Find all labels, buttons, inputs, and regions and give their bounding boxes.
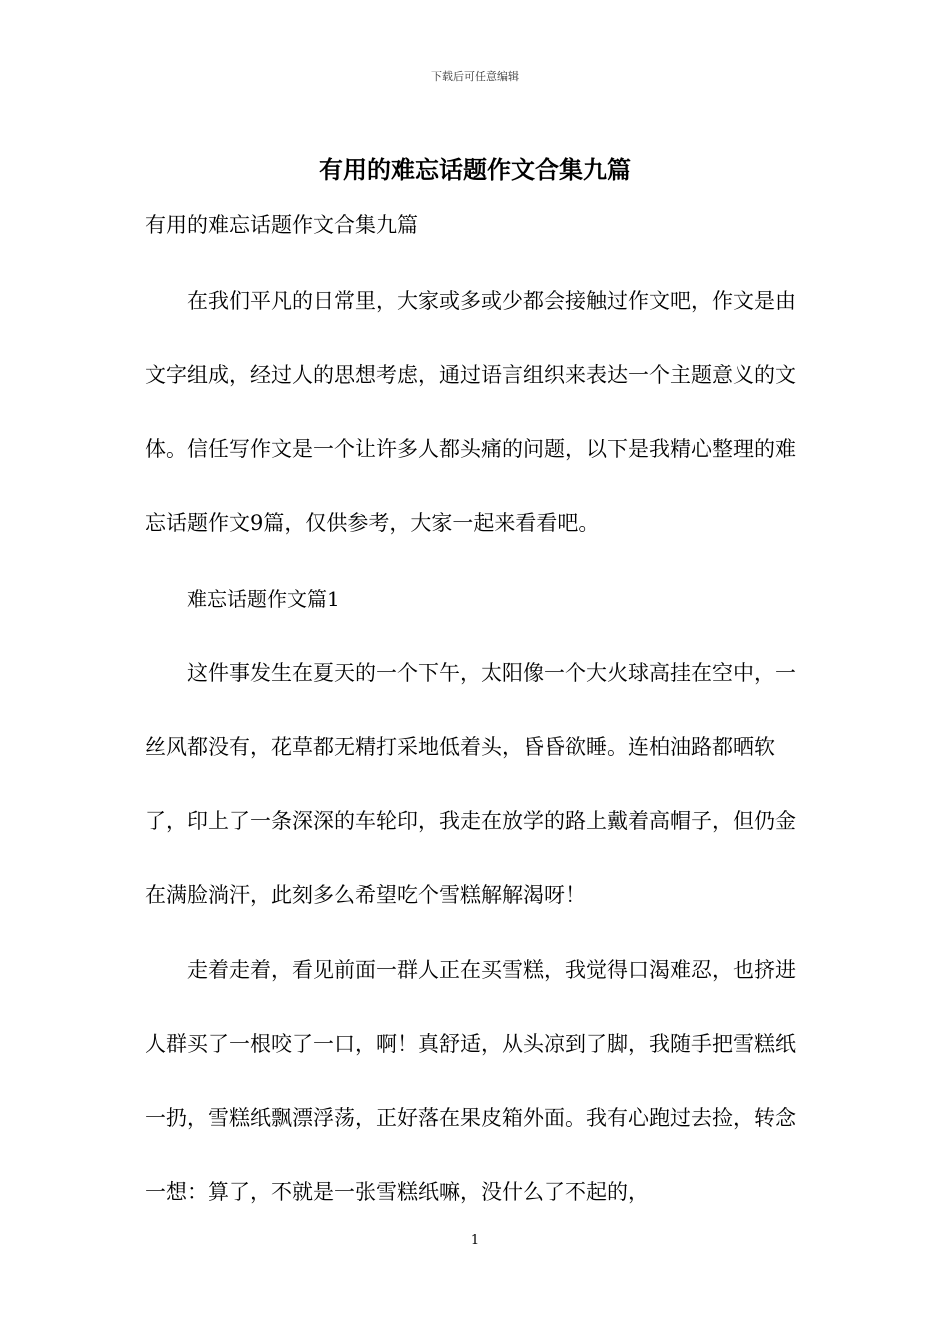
header-note: 下载后可任意编辑 — [431, 70, 519, 83]
intro-paragraph: 在我们平凡的日常里，大家或多或少都会接触过作文吧，作文是由文字组成，经过人的思想考虑，通过语言组织来表达一个主题意义的文体。信任写作文是一个让许多人都头痛的问题，以下是我精心整理的难忘话题作文9篇，仅供参考，大家一起来看看吧。 — [145, 289, 796, 535]
body-paragraph-1: 这件事发生在夏天的一个下午，太阳像一个大火球高挂在空中，一丝风都没有，花草都无精打采地低着头，昏昏欲睡。连柏油路都晒软了，印上了一条深深的车轮印，我走在放学的路上戴着高帽子，但仍金在满脸淌汗，此刻多么希望吃个雪糕解解渴呀！ — [145, 661, 796, 907]
section-heading: 难忘话题作文篇1 — [187, 587, 340, 611]
document-title: 有用的难忘话题作文合集九篇 — [319, 155, 631, 184]
body-paragraph-2: 走着走着，看见前面一群人正在买雪糕，我觉得口渴难忍，也挤进人群买了一根咬了一口，啊！真舒适，从头凉到了脚，我随手把雪糕纸一扔，雪糕纸飘漂浮荡，正好落在果皮箱外面。我有心跑过去捡，转念一想：算了，不就是一张雪糕纸嘛，没什么了不起的， — [145, 958, 796, 1204]
document-subtitle: 有用的难忘话题作文合集九篇 — [145, 213, 418, 237]
page-number: 1 — [470, 1233, 480, 1248]
